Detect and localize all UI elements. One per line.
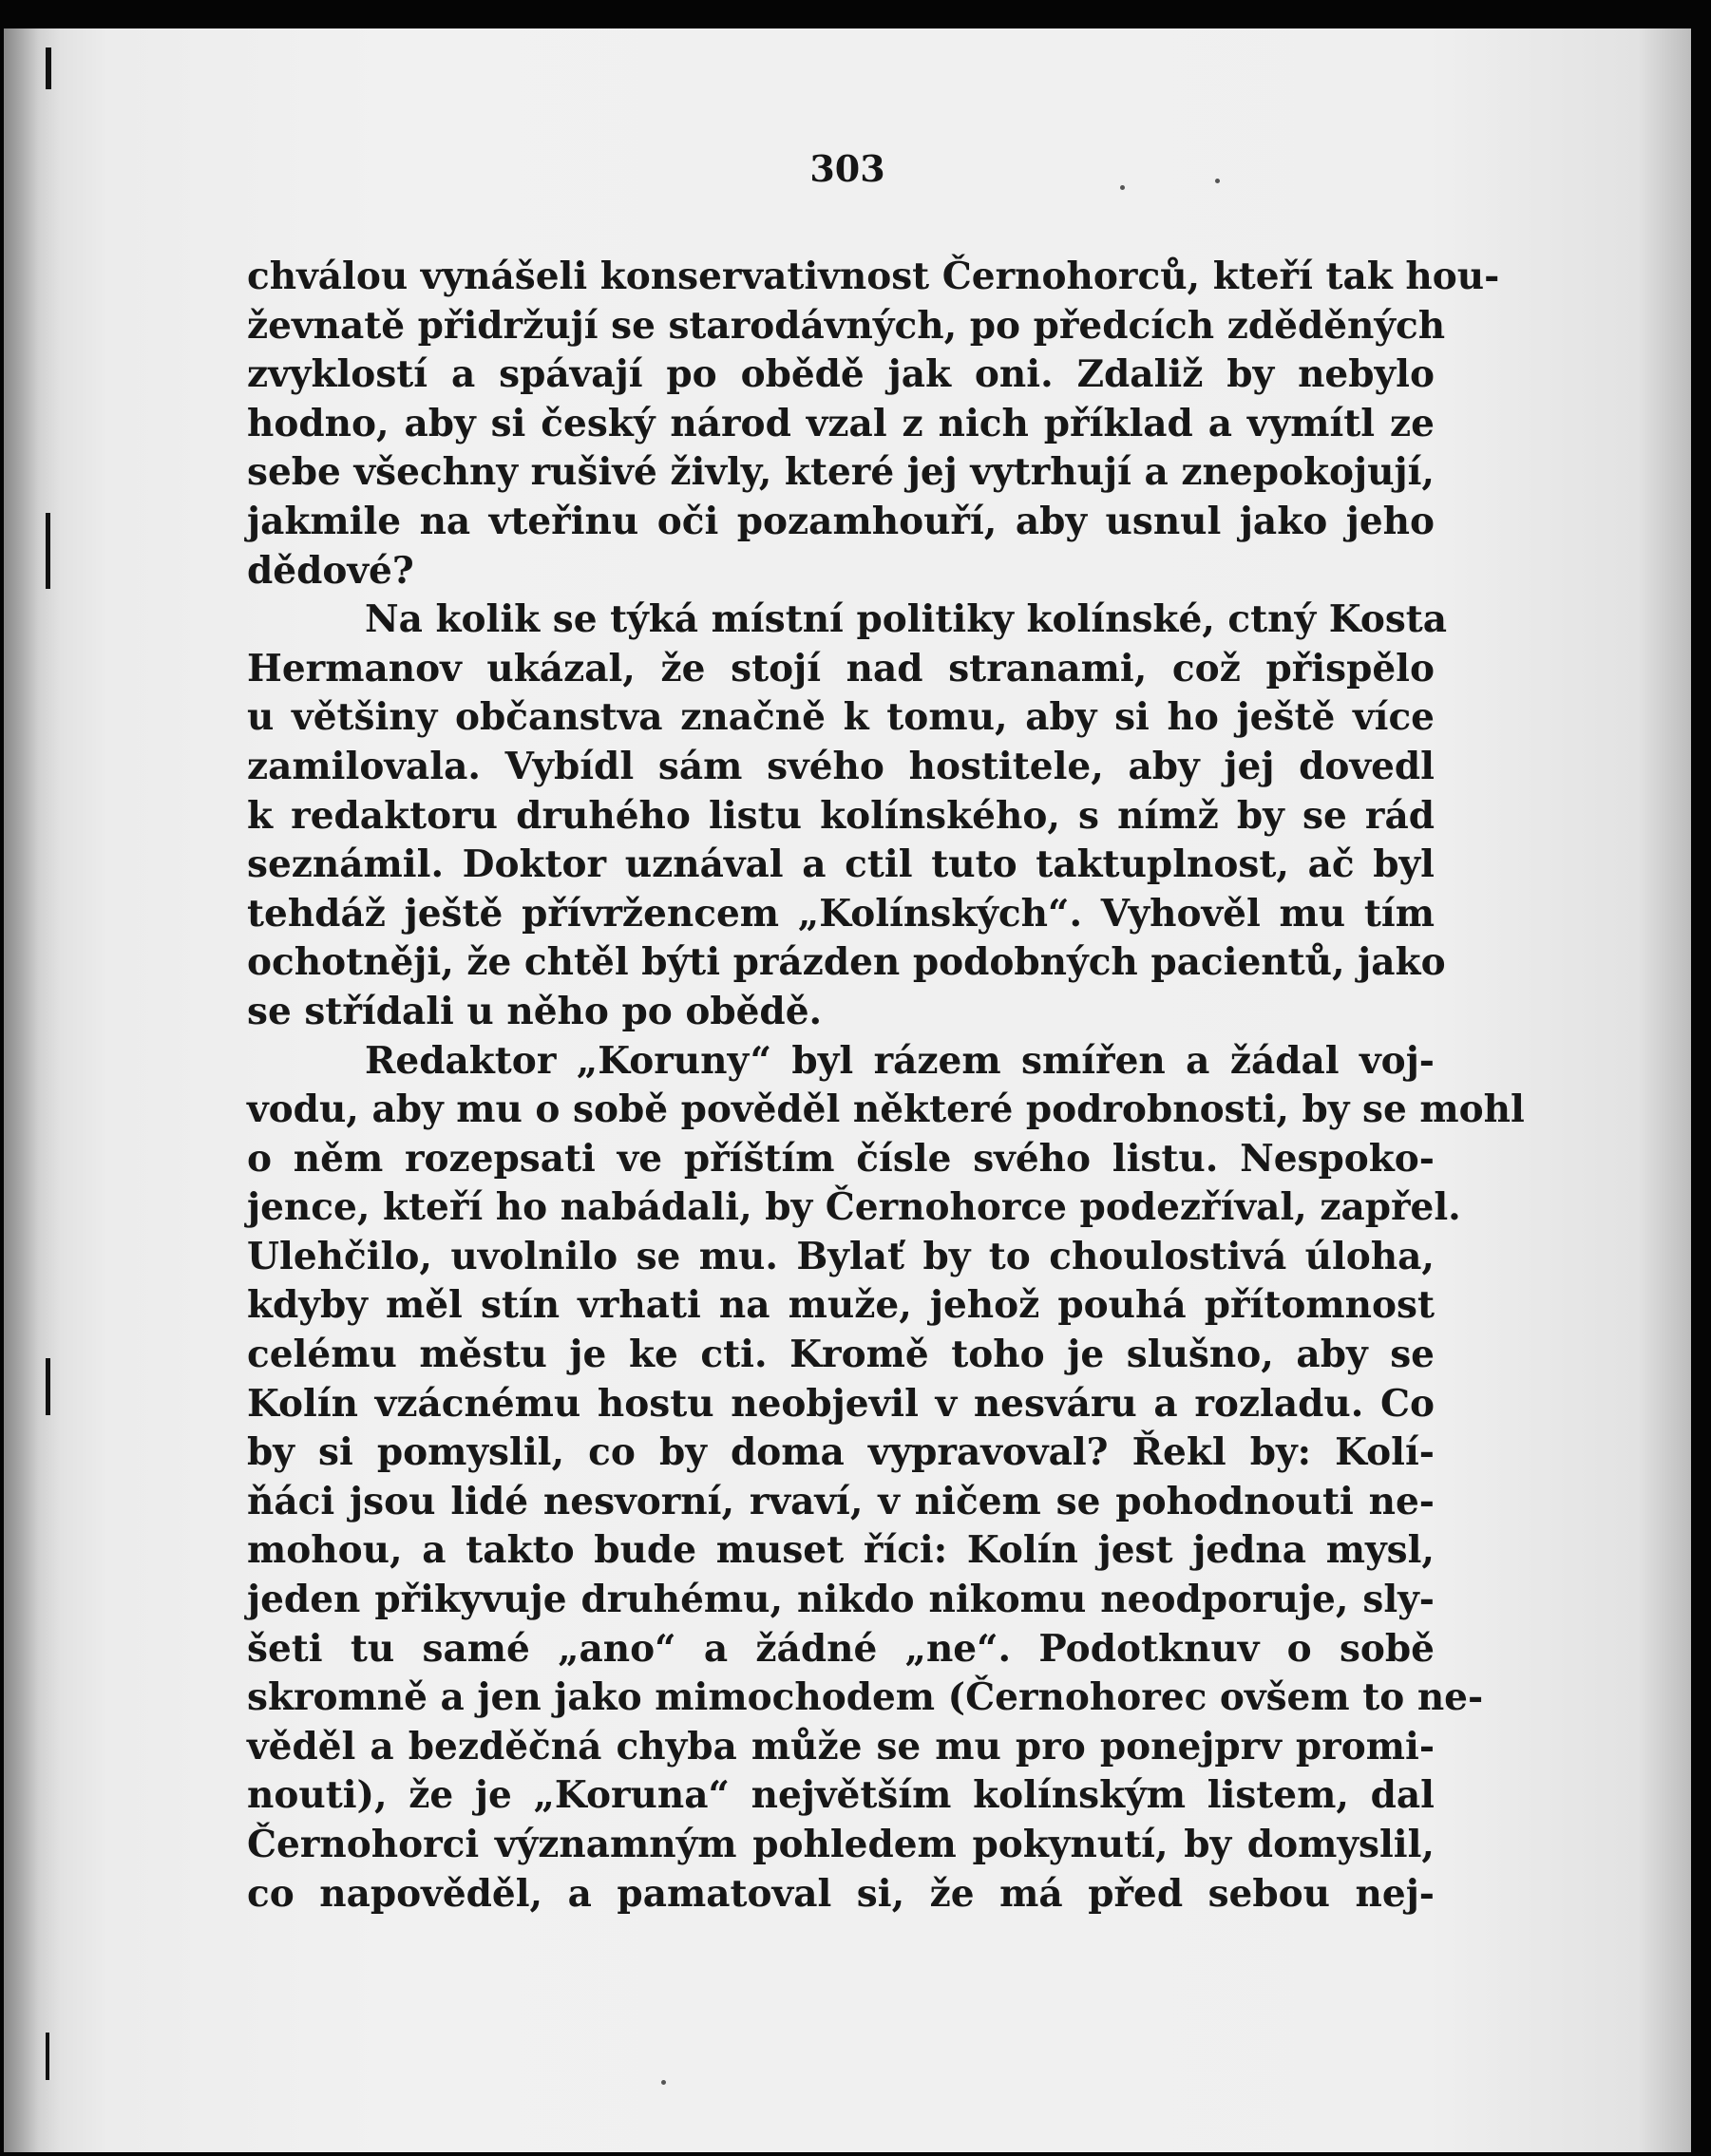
text-line: jakmile na vteřinu oči pozamhouří, aby usnul jako jeho xyxy=(247,499,1435,543)
page-spine-shadow xyxy=(4,28,61,2152)
paper-speck xyxy=(661,2080,666,2085)
text-line: zamilovala. Vybídl sám svého hostitele, aby jej dovedl xyxy=(247,744,1435,788)
text-line: co napověděl, a pamatoval si, že má před sebou nej- xyxy=(247,1871,1435,1916)
text-line: Redaktor „Koruny“ byl rázem smířen a žádal voj- xyxy=(365,1038,1435,1083)
text-line: ňáci jsou lidé nesvorní, rvaví, v ničem se pohodnouti ne- xyxy=(247,1479,1435,1523)
book-page xyxy=(4,28,1691,2152)
text-line: se střídali u něho po obědě. xyxy=(247,989,823,1033)
text-line: o něm rozepsati ve příštím čísle svého listu. Nespoko- xyxy=(247,1136,1435,1181)
text-line: tehdáž ještě přívržencem „Kolínských“. Vyhověl mu tím xyxy=(247,891,1435,936)
text-line: mohou, a takto bude muset říci: Kolín jest jedna mysl, xyxy=(247,1528,1435,1573)
spine-mark xyxy=(46,2033,49,2080)
text-line: Na kolik se týká místní politiky kolínské, ctný Kosta xyxy=(365,597,1448,642)
text-line: u většiny občanstva značně k tomu, aby si ho ještě více xyxy=(247,695,1435,740)
text-line: kdyby měl stín vrhati na muže, jehož pouhá přítomnost xyxy=(247,1283,1435,1328)
text-line: šeti tu samé „ano“ a žádné „ne“. Podotknuv o sobě xyxy=(247,1626,1435,1671)
text-line: zvyklostí a spávají po obědě jak oni. Zdaliž by nebylo xyxy=(247,352,1435,397)
text-line: sebe všechny rušivé živly, které jej vytrhují a znepokojují, xyxy=(247,450,1435,495)
text-line: chválou vynášeli konservativnost Černohorců, kteří tak hou- xyxy=(247,255,1500,298)
spine-mark xyxy=(46,513,50,589)
text-line: ževnatě přidržují se starodávných, po předcích zděděných xyxy=(247,303,1446,348)
text-line: věděl a bezděčná chyba může se mu pro ponejprv promi- xyxy=(247,1724,1435,1768)
text-line: nouti), že je „Koruna“ největším kolínským listem, dal xyxy=(247,1773,1435,1818)
text-line: skromně a jen jako mimochodem (Černohorec ovšem to ne- xyxy=(247,1675,1484,1720)
text-line: jeden přikyvuje druhému, nikdo nikomu neodporuje, sly- xyxy=(247,1578,1435,1622)
text-line: Kolín vzácnému hostu neobjevil v nesváru a rozladu. Co xyxy=(247,1381,1435,1426)
text-line: celému městu je ke cti. Kromě toho je slušno, aby se xyxy=(247,1333,1435,1377)
spine-mark xyxy=(46,1358,50,1415)
text-line: jence, kteří ho nabádali, by Černohorce podezříval, zapřel. xyxy=(247,1185,1461,1230)
text-line: Ulehčilo, uvolnilo se mu. Bylať by to choulostivá úloha, xyxy=(247,1234,1435,1278)
text-line: by si pomyslil, co by doma vypravoval? Řekl by: Kolí- xyxy=(247,1430,1435,1475)
body-text xyxy=(247,253,1525,1919)
text-line: seznámil. Doktor uznával a ctil tuto taktuplnost, ač byl xyxy=(247,842,1435,887)
text-line: Hermanov ukázal, že stojí nad stranami, což přispělo xyxy=(247,646,1435,690)
page-number: 303 xyxy=(809,147,885,190)
text-line: ochotněji, že chtěl býti prázden podobných pacientů, jako xyxy=(247,940,1446,985)
spine-mark xyxy=(46,47,51,89)
text-line: vodu, aby mu o sobě pověděl některé podrobnosti, by se mohl xyxy=(247,1087,1525,1132)
text-line: dědové? xyxy=(247,548,414,593)
text-line: Černohorci významným pohledem pokynutí, by domyslil, xyxy=(247,1823,1435,1866)
text-line: hodno, aby si český národ vzal z nich příklad a vymítl ze xyxy=(247,401,1435,445)
text-line: k redaktoru druhého listu kolínského, s nímž by se rád xyxy=(247,793,1435,838)
